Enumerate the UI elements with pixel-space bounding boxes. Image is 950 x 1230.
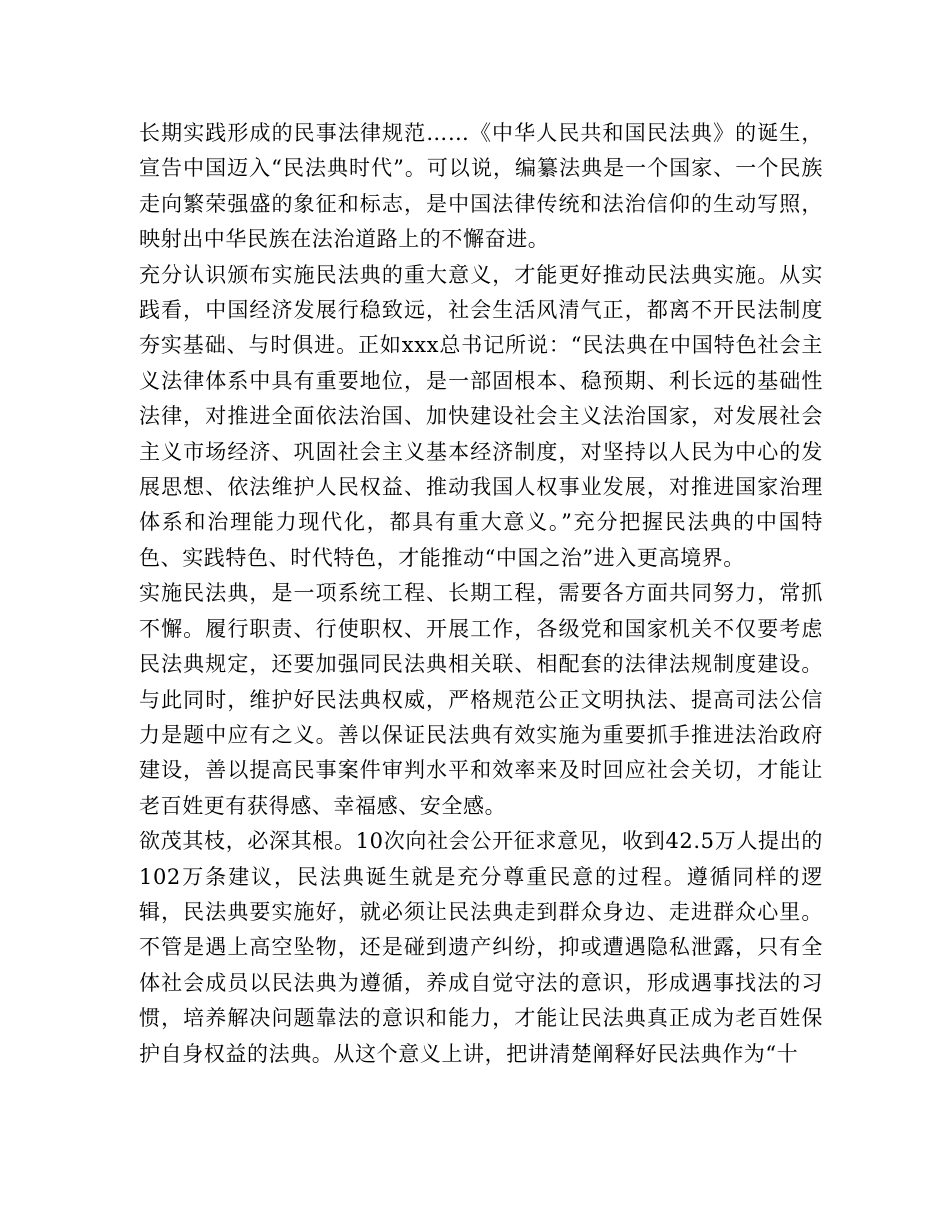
paragraph-4: 欲茂其枝，必深其根。10次向社会公开征求意见，收到42.5万人提出的102万条建议，民法典诞生就是充分尊重民意的过程。遵循同样的逻辑，民法典要实施好，就必须让民法典走到群众身边、走进群众心里。不管是遇上高空坠物，还是碰到遗产纠纷，抑或遭遇隐私泄露，只有全体社会成员以民法典为遵循，养成自觉守法的意识，形成遇事找法的习惯，培养解决问题靠法的意识和能力，才能让民法典真正成为老百姓保护自身权益的法典。从这个意义上讲，把讲清楚阐释好民法典作为“十 [139, 829, 823, 1066]
document-body [139, 116, 823, 1072]
paragraph-1: 长期实践形成的民事法律规范……《中华人民共和国民法典》的诞生，宣告中国迈入“民法典时代”。可以说，编纂法典是一个国家、一个民族走向繁荣强盛的象征和标志，是中国法律传统和法治信仰的生动写照，映射出中华民族在法治道路上的不懈奋进。 [139, 121, 823, 252]
paragraph-2: 充分认识颁布实施民法典的重大意义，才能更好推动民法典实施。从实践看，中国经济发展行稳致远，社会生活风清气正，都离不开民法制度夯实基础、与时俱进。正如xxx总书记所说：“民法典在中国特色社会主义法律体系中具有重要地位，是一部固根本、稳预期、利长远的基础性法律，对推进全面依法治国、加快建设社会主义法治国家，对发展社会主义市场经济、巩固社会主义基本经济制度，对坚持以人民为中心的发展思想、依法维护人民权益、推动我国人权事业发展，对推进国家治理体系和治理能力现代化，都具有重大意义。”充分把握民法典的中国特色、实践特色、时代特色，才能推动“中国之治”进入更高境界。 [139, 262, 823, 570]
paragraph-3: 实施民法典，是一项系统工程、长期工程，需要各方面共同努力，常抓不懈。履行职责、行使职权、开展工作，各级党和国家机关不仅要考虑民法典规定，还要加强同民法典相关联、相配套的法律法规制度建设。与此同时，维护好民法典权威，严格规范公正文明执法、提高司法公信力是题中应有之义。善以保证民法典有效实施为重要抓手推进法治政府建设，善以提高民事案件审判水平和效率来及时回应社会关切，才能让老百姓更有获得感、幸福感、安全感。 [139, 581, 823, 818]
